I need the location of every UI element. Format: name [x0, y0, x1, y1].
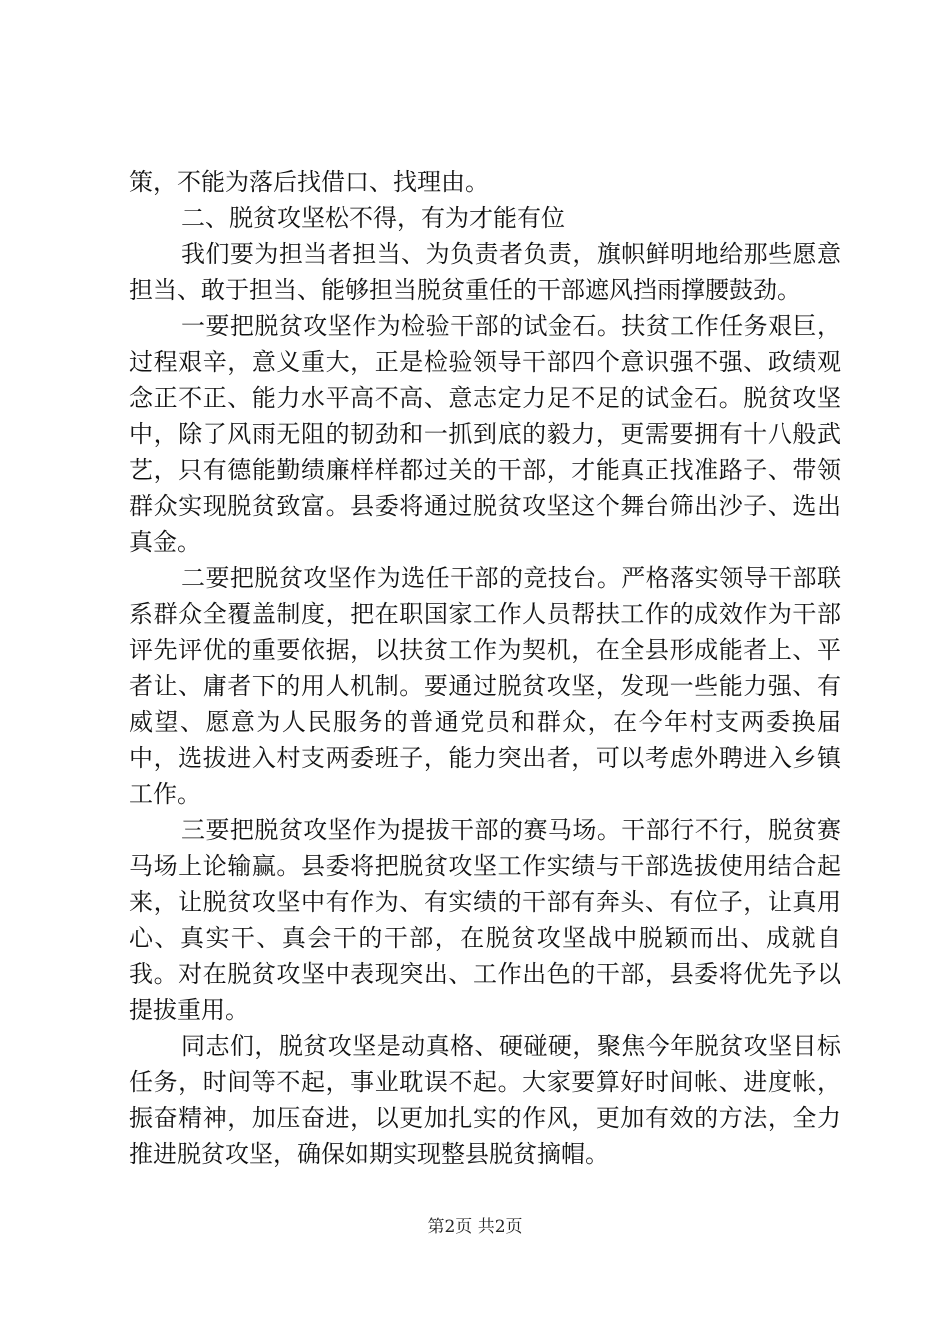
document-body [129, 164, 841, 1172]
paragraph: 一要把脱贫攻坚作为检验干部的试金石。扶贫工作任务艰巨，过程艰辛，意义重大，正是检验领导干部四个意识强不强、政绩观念正不正、能力水平高不高、意志定力足不足的试金石。脱贫攻坚中，除了风雨无阻的韧劲和一抓到底的毅力，更需要拥有十八般武艺，只有德能勤绩廉样样都过关的干部，才能真正找准路子、带领群众实现脱贫致富。县委将通过脱贫攻坚这个舞台筛出沙子、选出真金。 [129, 312, 841, 556]
page-number-footer: 第2页 共2页 [427, 1217, 523, 1237]
paragraph: 同志们，脱贫攻坚是动真格、硬碰硬，聚焦今年脱贫攻坚目标任务，时间等不起，事业耽误不起。大家要算好时间帐、进度帐，振奋精神，加压奋进，以更加扎实的作风，更加有效的方法，全力推进脱贫攻坚，确保如期实现整县脱贫摘帽。 [129, 1032, 841, 1168]
paragraph: 三要把脱贫攻坚作为提拔干部的赛马场。干部行不行，脱贫赛马场上论输赢。县委将把脱贫攻坚工作实绩与干部选拔使用结合起来，让脱贫攻坚中有作为、有实绩的干部有奔头、有位子，让真用心、真实干、真会干的干部，在脱贫攻坚战中脱颖而出、成就自我。对在脱贫攻坚中表现突出、工作出色的干部，县委将优先予以提拔重用。 [129, 816, 841, 1024]
paragraph: 二要把脱贫攻坚作为选任干部的竞技台。严格落实领导干部联系群众全覆盖制度，把在职国家工作人员帮扶工作的成效作为干部评先评优的重要依据，以扶贫工作为契机，在全县形成能者上、平者让、庸者下的用人机制。要通过脱贫攻坚，发现一些能力强、有威望、愿意为人民服务的普通党员和群众，在今年村支两委换届中，选拔进入村支两委班子，能力突出者，可以考虑外聘进入乡镇工作。 [129, 564, 841, 808]
paragraph: 我们要为担当者担当、为负责者负责，旗帜鲜明地给那些愿意担当、敢于担当、能够担当脱贫重任的干部遮风挡雨撑腰鼓劲。 [129, 240, 841, 304]
paragraph-continuation: 策，不能为落后找借口、找理由。 [129, 168, 489, 196]
section-heading: 二、脱贫攻坚松不得，有为才能有位 [181, 204, 565, 232]
